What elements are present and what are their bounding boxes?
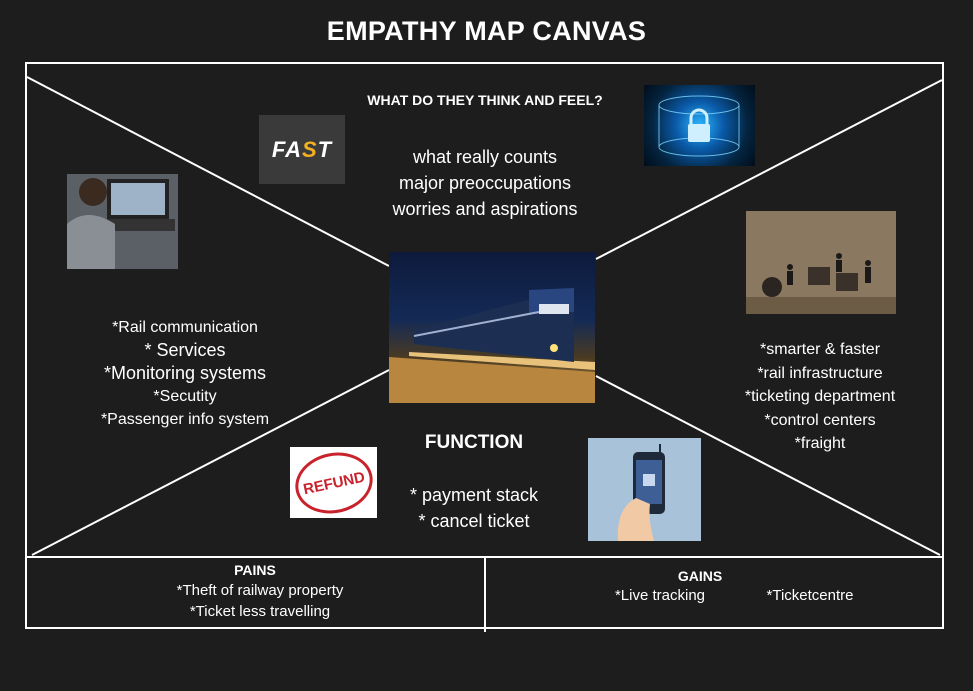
pains-list [120, 580, 400, 622]
see-item: *smarter & faster [759, 341, 881, 358]
gains-item-ticketcentre: *Ticketcentre [766, 587, 854, 604]
pains-item: *Theft of railway property [176, 582, 344, 599]
workers-moving-boxes-image [746, 211, 896, 314]
locomotive-train-image [389, 252, 595, 403]
think-feel-item: what really counts [412, 147, 558, 167]
pains-heading: PAINS [234, 562, 276, 578]
see-item: *ticketing department [744, 388, 896, 405]
say-do-list [60, 316, 310, 431]
function-heading: FUNCTION [424, 432, 524, 453]
mobile-ticket-phone-image [588, 438, 701, 541]
fast-logo-bolt: S [301, 136, 318, 162]
person-at-laptop-image [67, 174, 178, 269]
think-feel-item: major preoccupations [398, 173, 572, 193]
say-do-item: *Passenger info system [100, 411, 270, 428]
think-feel-heading: WHAT DO THEY THINK AND FEEL? [367, 92, 603, 108]
fast-logo-text-end: T [317, 136, 333, 162]
say-do-item: *Secutity [153, 388, 217, 405]
function-list [374, 482, 574, 534]
function-item: * payment stack [409, 485, 539, 505]
say-do-item: * Services [144, 340, 226, 360]
canvas-title: EMPATHY MAP CANVAS [326, 16, 647, 46]
digital-lock-image [644, 85, 755, 166]
think-feel-list [345, 144, 625, 222]
think-feel-item: worries and aspirations [392, 199, 578, 219]
pains-item: *Ticket less travelling [189, 603, 331, 620]
see-list [710, 338, 930, 456]
fast-logo-image [259, 115, 345, 184]
gains-heading: GAINS [677, 568, 723, 584]
say-do-item: *Rail communication [112, 319, 258, 336]
see-item: *fraight [794, 435, 846, 452]
gains-item-live-tracking: *Live tracking [614, 587, 706, 604]
see-item: *rail infrastructure [757, 364, 883, 382]
fast-logo-text: FA [271, 136, 302, 162]
see-item: *control centers [764, 411, 876, 429]
function-item: * cancel ticket [418, 511, 530, 531]
refund-stamp-text: REFUND [290, 447, 377, 518]
refund-stamp-image [290, 447, 377, 518]
say-do-item: *Monitoring systems [103, 363, 267, 383]
